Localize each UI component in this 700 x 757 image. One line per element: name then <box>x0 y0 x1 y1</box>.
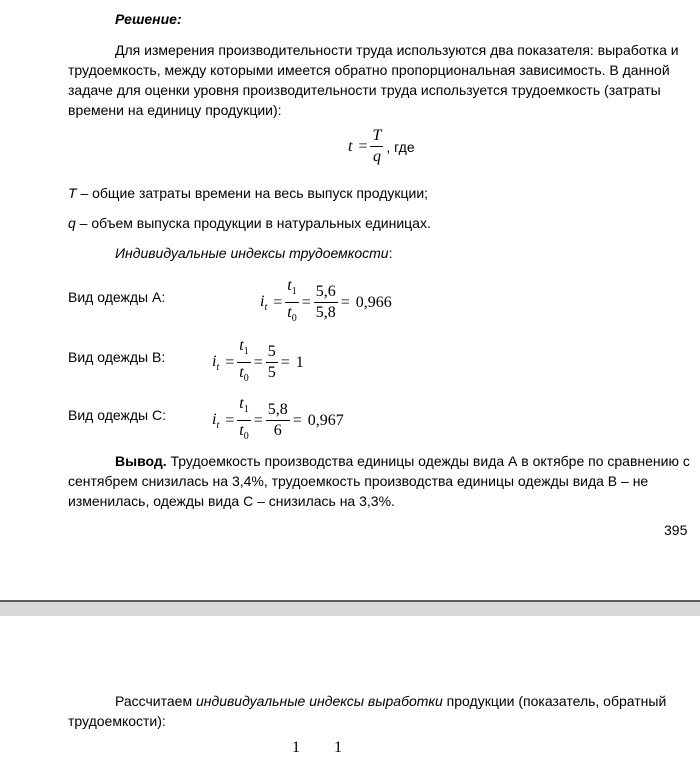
index-result: 0,966 <box>355 293 392 311</box>
formula-denominator: q <box>372 148 381 165</box>
formula-numerator: T <box>370 126 383 147</box>
value-numerator: 5 <box>266 342 278 363</box>
value-denominator: 5 <box>267 364 276 382</box>
equals-sign: = <box>225 411 235 429</box>
intro-line-4: времени на единицу продукции): <box>68 102 282 118</box>
row-label-a: Вид одежды А: <box>68 289 166 305</box>
index-result: 0,967 <box>307 411 344 429</box>
value-ratio <box>266 400 290 441</box>
value-denominator: 6 <box>273 422 282 440</box>
conclusion-line-3: изменилась, одежды вида С – снизилась на 3,3%. <box>68 493 395 509</box>
equals-sign: = <box>273 293 283 311</box>
value-ratio <box>266 342 278 383</box>
formula-fraction <box>370 126 383 167</box>
equals-sign: = <box>292 411 302 429</box>
page-number: 395 <box>664 522 688 538</box>
definition-q: q – объем выпуска продукции в натуральных единицах. <box>68 215 431 231</box>
equals-sign: = <box>301 293 311 311</box>
time-ratio <box>237 394 250 447</box>
solution-heading: Решение: <box>115 11 182 27</box>
equals-sign: = <box>225 353 235 371</box>
index-formula-b <box>209 336 307 389</box>
index-symbol: $i_t$ <box>212 352 220 373</box>
intro-line-1: Для измерения производительности труда используются два показателя: выработка и <box>115 42 679 58</box>
value-ratio <box>314 282 338 323</box>
equals-sign: = <box>340 293 350 311</box>
time-numerator: $t_1$ <box>285 276 298 303</box>
partial-formula-numerator-a: 1 <box>292 739 300 756</box>
equals-sign: = <box>280 353 290 371</box>
definition-T: T – общие затраты времени на весь выпуск продукции; <box>68 185 429 201</box>
time-denominator: $t_0$ <box>239 364 249 385</box>
formula-suffix: , где <box>386 138 415 155</box>
page-separator <box>0 602 700 616</box>
formula-equals: = <box>358 137 368 155</box>
intro-line-2: трудоемкость, между которыми имеется обратно пропорциональная зависимость. В данной <box>68 62 670 78</box>
time-denominator: $t_0$ <box>239 422 249 443</box>
time-ratio <box>285 276 298 329</box>
labor-intensity-formula <box>345 126 418 167</box>
value-numerator: 5,6 <box>314 282 338 303</box>
conclusion-line-1: Вывод. Трудоемкость производства единицы одежды вида А в октябре по сравнению с <box>115 453 690 469</box>
index-symbol: $i_t$ <box>260 292 268 313</box>
value-denominator: 5,8 <box>315 304 336 322</box>
index-formula-a <box>257 276 395 329</box>
value-numerator: 5,8 <box>266 400 290 421</box>
time-ratio <box>237 336 250 389</box>
index-formula-c <box>209 394 347 447</box>
conclusion-line-2: сентябрем снизилась на 3,4%, трудоемкость производства единицы одежды вида В – не <box>68 473 649 489</box>
index-symbol: $i_t$ <box>212 410 220 431</box>
time-numerator: $t_1$ <box>237 394 250 421</box>
time-numerator: $t_1$ <box>237 336 250 363</box>
conclusion-label: Вывод. <box>115 453 167 469</box>
intro-line-3: задаче для оценки уровня производительности труда используется трудоемкость (затраты <box>68 82 661 98</box>
time-denominator: $t_0$ <box>287 304 297 325</box>
equals-sign: = <box>253 353 263 371</box>
index-result: 1 <box>295 353 304 371</box>
indices-title: Индивидуальные индексы трудоемкости: <box>115 245 393 261</box>
page2-line-2: трудоемкости): <box>68 713 166 729</box>
row-label-b: Вид одежды В: <box>68 349 166 365</box>
row-label-c: Вид одежды С: <box>68 407 166 423</box>
equals-sign: = <box>253 411 263 429</box>
formula-lhs: t <box>348 137 353 155</box>
partial-formula-numerator-b: 1 <box>334 739 342 756</box>
page2-line-1: Рассчитаем индивидуальные индексы выработки продукции (показатель, обратный <box>115 693 667 709</box>
